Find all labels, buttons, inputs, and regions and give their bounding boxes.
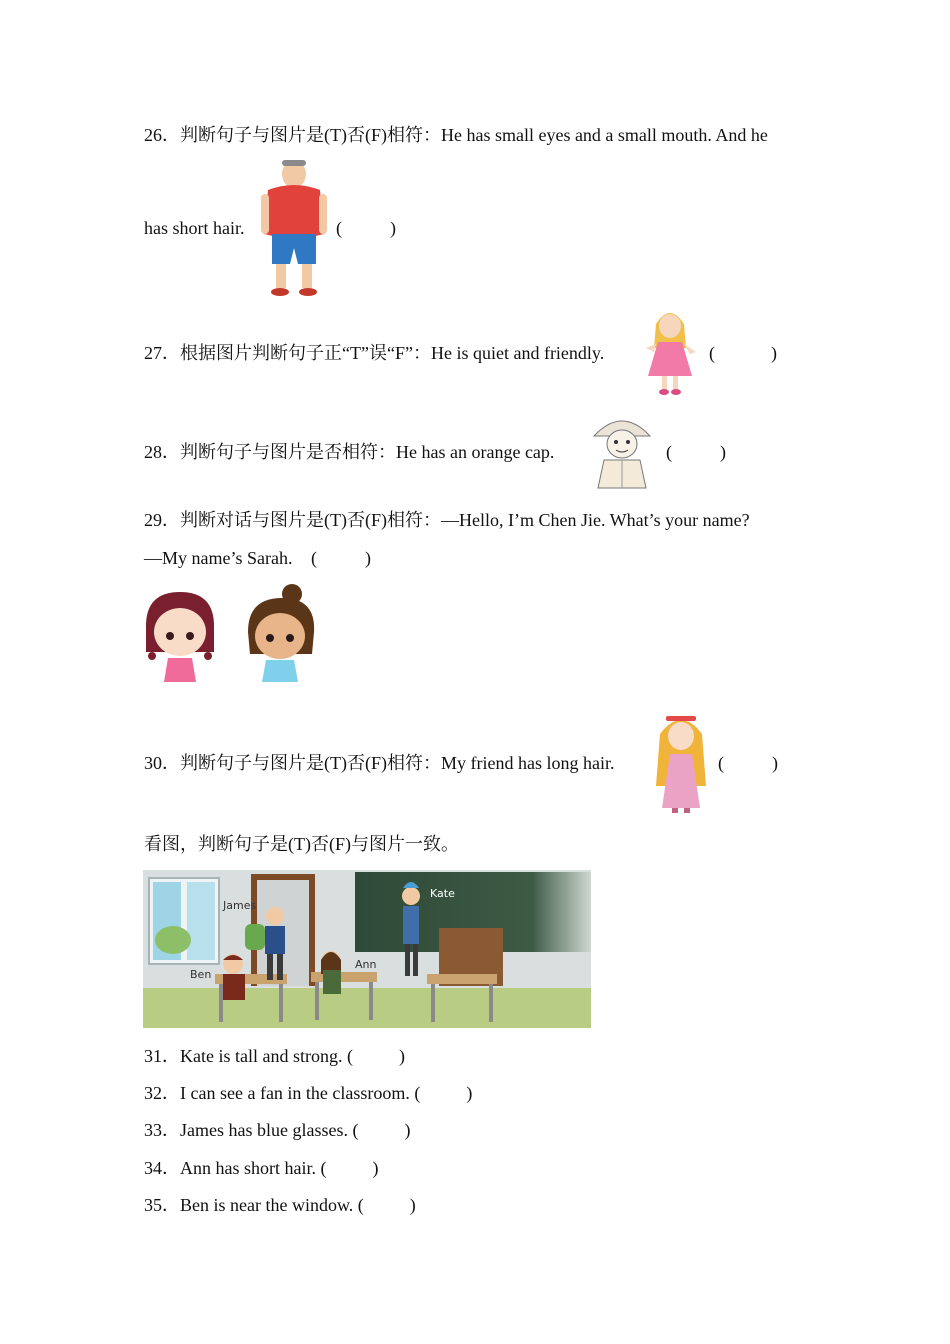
- q29-line1: [144, 509, 750, 531]
- q30-long-hair-girl-figure: [652, 710, 710, 814]
- q35-text: Ben is near the window.: [180, 1195, 354, 1215]
- q31-number: 31．: [144, 1046, 180, 1066]
- q26-answer-blank[interactable]: ( ): [336, 218, 396, 238]
- q29-answer-blank[interactable]: ( ): [311, 548, 371, 568]
- q28-line: [144, 441, 554, 463]
- q30-number: 30．: [144, 753, 180, 773]
- q29-prompt: 判断对话与图片是(T)否(F)相符：: [180, 510, 441, 530]
- q34-answer-blank[interactable]: ( ): [320, 1158, 379, 1178]
- q26-sentence-part2: has short hair.: [144, 218, 245, 238]
- q35-number: 35．: [144, 1195, 180, 1215]
- q29-dialogue-1: —Hello, I’m Chen Jie. What’s your name?: [440, 510, 750, 530]
- q33-number: 33．: [144, 1120, 180, 1140]
- q32-line: [144, 1082, 472, 1104]
- q27-prompt: 根据图片判断句子正“T”误“F”：: [180, 343, 431, 363]
- q35-answer-blank[interactable]: ( ): [357, 1195, 416, 1215]
- q30-answer-blank[interactable]: ( ): [718, 753, 778, 773]
- q34-line: [144, 1157, 378, 1179]
- label-james: James: [223, 899, 257, 912]
- label-ann: Ann: [355, 958, 377, 971]
- q34-number: 34．: [144, 1158, 180, 1178]
- q28-boy-cap-figure: [590, 412, 654, 490]
- classroom-scene: [143, 870, 591, 1028]
- q27-sentence: He is quiet and friendly.: [430, 343, 605, 363]
- q32-text: I can see a fan in the classroom.: [180, 1083, 410, 1103]
- q27-girl-figure: [640, 304, 700, 398]
- q26-line2: [144, 217, 245, 239]
- q28-answer-blank[interactable]: ( ): [666, 442, 726, 462]
- q28-sentence: He has an orange cap.: [396, 442, 555, 462]
- q33-line: [144, 1119, 410, 1141]
- q32-answer-blank[interactable]: ( ): [414, 1083, 473, 1103]
- section-instruction: 看图，判断句子是(T)否(F)与图片一致。: [144, 834, 459, 854]
- label-ben: Ben: [190, 968, 212, 981]
- q29-dialogue-2: —My name’s Sarah.: [144, 548, 293, 568]
- q33-answer-blank[interactable]: ( ): [352, 1120, 411, 1140]
- q26-boy-figure: [258, 152, 330, 300]
- q28-number: 28．: [144, 442, 180, 462]
- q31-line: [144, 1045, 405, 1067]
- q26-sentence-part1: He has small eyes and a small mouth. And he: [440, 125, 768, 145]
- q30-line: [144, 752, 614, 774]
- q30-sentence: My friend has long hair.: [440, 753, 615, 773]
- q27-answer-blank[interactable]: ( ): [709, 343, 777, 363]
- q31-answer-blank[interactable]: ( ): [346, 1046, 405, 1066]
- q32-number: 32．: [144, 1083, 180, 1103]
- q26-number: 26．: [144, 125, 180, 145]
- q26-prompt: 判断句子与图片是(T)否(F)相符：: [180, 125, 441, 145]
- q29-line2: [144, 547, 292, 569]
- q27-number: 27．: [144, 343, 180, 363]
- q28-prompt: 判断句子与图片是否相符：: [180, 442, 396, 462]
- label-kate: Kate: [430, 887, 455, 900]
- q30-prompt: 判断句子与图片是(T)否(F)相符：: [180, 753, 441, 773]
- q29-number: 29．: [144, 510, 180, 530]
- q26-line1: [144, 124, 768, 146]
- q34-text: Ann has short hair.: [180, 1158, 316, 1178]
- q35-line: [144, 1194, 416, 1216]
- q29-two-girls-figure: [142, 582, 318, 690]
- q27-line: [144, 342, 604, 364]
- q31-text: Kate is tall and strong.: [180, 1046, 343, 1066]
- q33-text: James has blue glasses.: [180, 1120, 348, 1140]
